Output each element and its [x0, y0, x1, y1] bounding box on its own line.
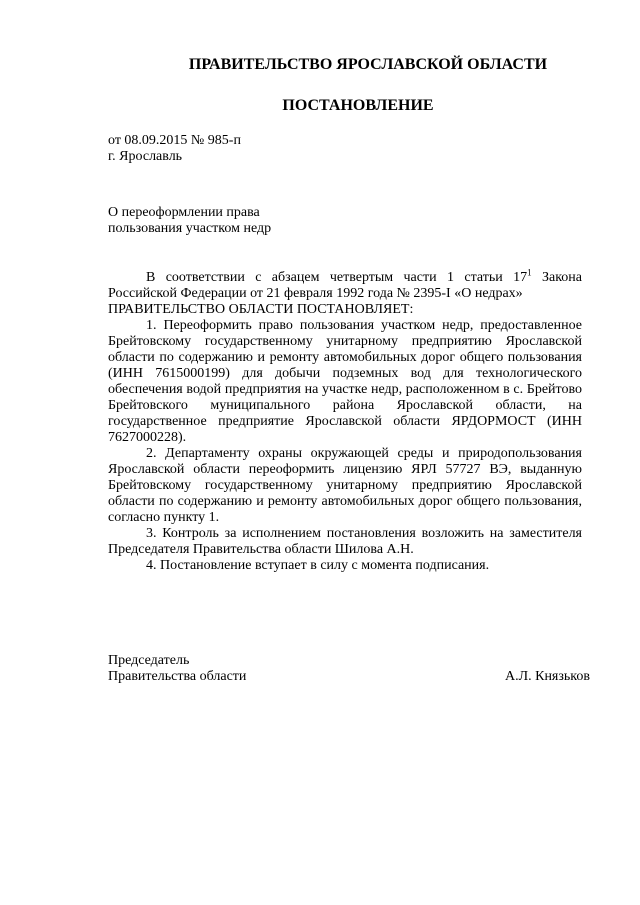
article-superscript: 1: [527, 267, 532, 278]
signature-block: [108, 653, 590, 685]
item-1: 1. Переоформить право пользования участком недр, предоставленное Брейтовскому государственному унитарному предприятию Ярославской области по содержанию и ремонту автомобильных дорог общего пользования (ИНН 7615000199) для добычи подземных вод для технологического обеспечения водой предприятия на участке недр, расположенном в с. Брейтово Брейтовского муниципального района Ярославской области, на государственное предприятие Ярославской области ЯРДОРМОСТ (ИНН 7627000228).: [108, 318, 582, 445]
item-2: 2. Департаменту охраны окружающей среды и природопользования Ярославской области переоформить лицензию ЯРЛ 57727 ВЭ, выданную Брейтовскому государственному унитарному предприятию Ярославской области по содержанию и ремонту автомобильных дорог общего пользования, согласно пункту 1.: [108, 446, 582, 525]
signature-row: [108, 669, 590, 685]
preamble-text-end: Закона Российской Федерации от 21 февраля 1992 года № 2395-I «О недрах»: [108, 270, 582, 301]
preamble-text-start: В соответствии с абзацем четвертым части 1 статьи 17: [146, 270, 528, 285]
document-date-number: от 08.09.2015 № 985-п: [108, 133, 241, 148]
document-type-heading: ПОСТАНОВЛЕНИЕ: [282, 97, 434, 114]
subject-line-2: пользования участком недр: [108, 221, 272, 236]
document-city: г. Ярославль: [108, 149, 183, 164]
signer-title-line-2: Правительства области: [108, 669, 247, 684]
document-subject: [108, 205, 271, 237]
item-3: 3. Контроль за исполнением постановления возложить на заместителя Председателя Правительства области Шилова А.Н.: [108, 526, 582, 557]
signer-name: А.Л. Князьков: [505, 669, 590, 684]
decree-line: ПРАВИТЕЛЬСТВО ОБЛАСТИ ПОСТАНОВЛЯЕТ:: [108, 302, 414, 317]
government-title: ПРАВИТЕЛЬСТВО ЯРОСЛАВСКОЙ ОБЛАСТИ: [188, 56, 548, 73]
subject-line-1: О переоформлении права: [108, 205, 260, 220]
preamble-paragraph: [108, 267, 582, 302]
signer-title-line-1: Председатель: [108, 653, 190, 668]
item-4: 4. Постановление вступает в силу с момента подписания.: [146, 558, 490, 573]
document-body: [108, 267, 582, 574]
